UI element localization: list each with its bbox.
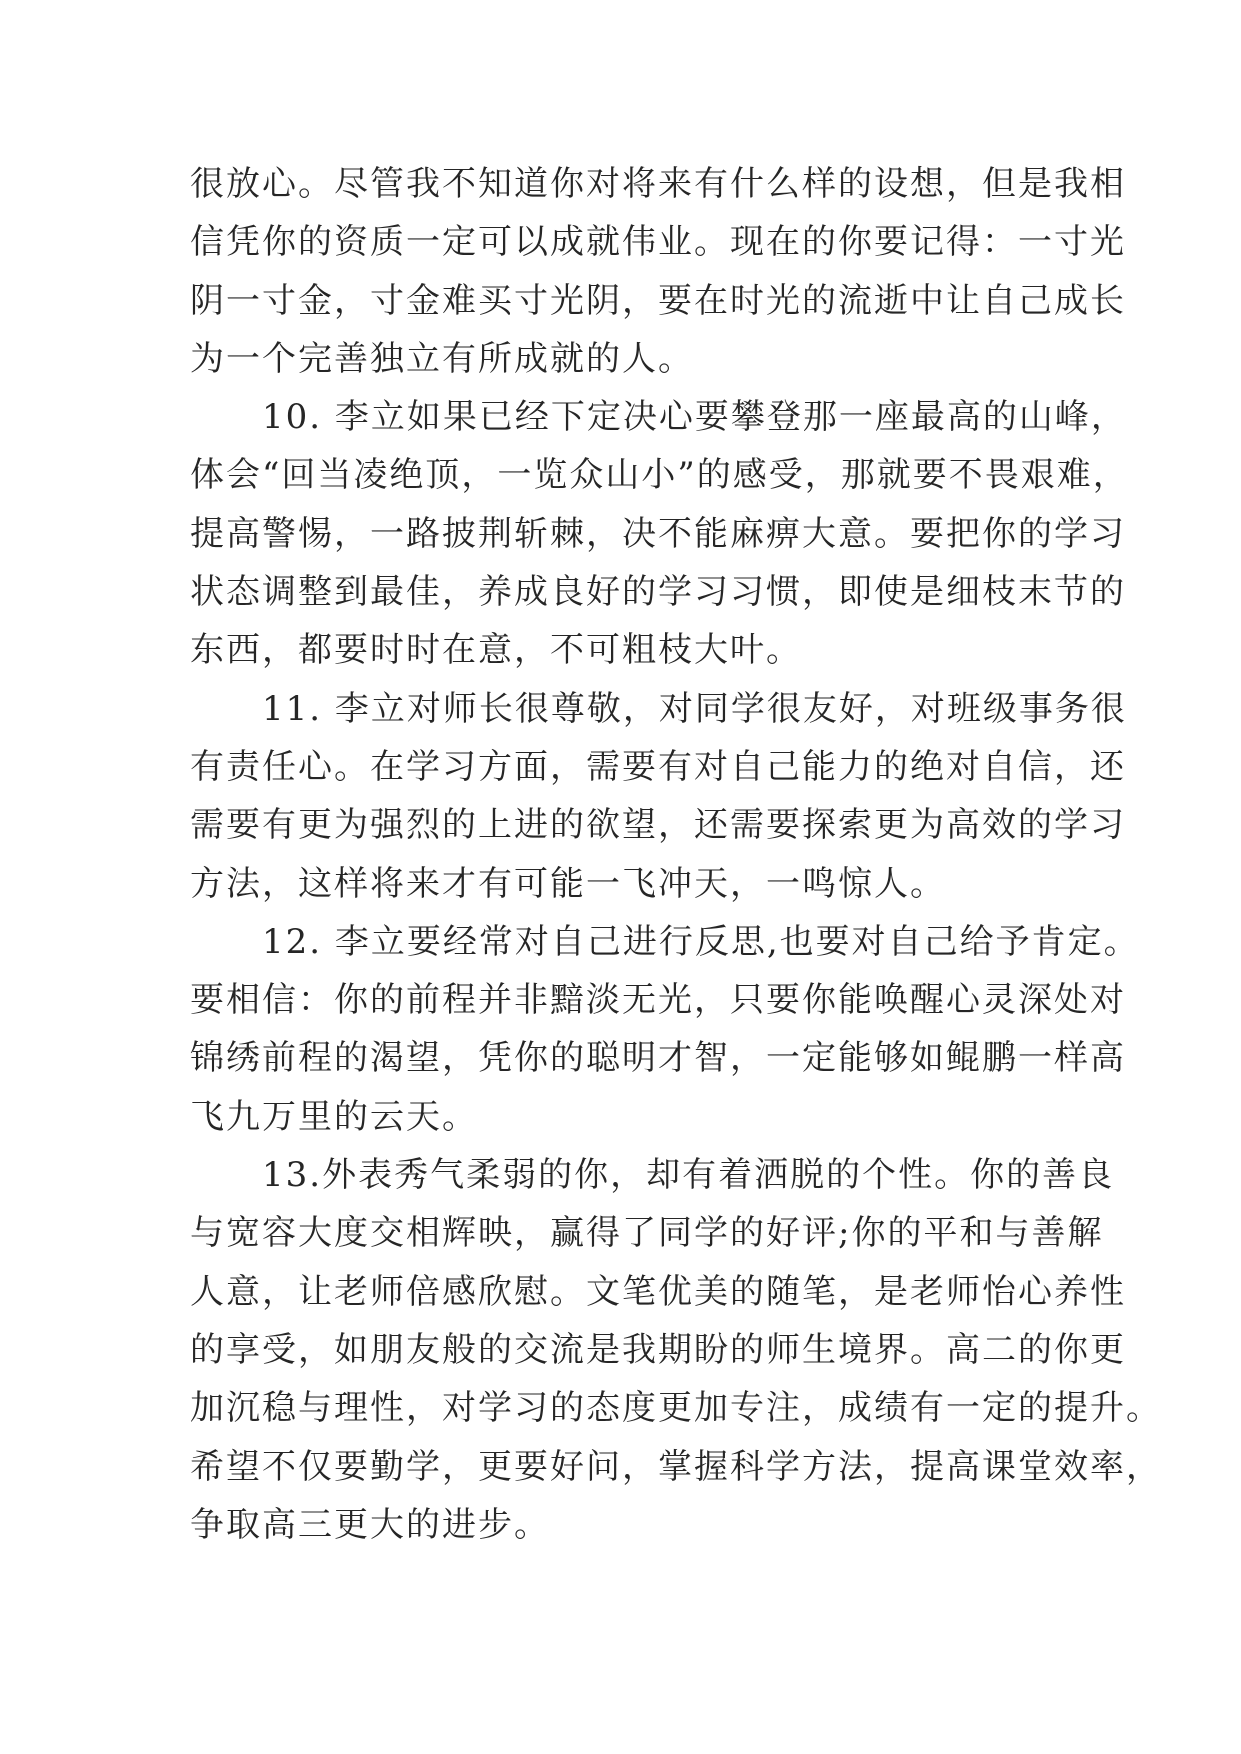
text-line: 人意，让老师倍感欣慰。文笔优美的随笔，是老师怡心养性 — [190, 1271, 1126, 1312]
text-line: 的享受，如朋友般的交流是我期盼的师生境界。高二的你更 — [190, 1329, 1126, 1370]
text-line: 11. 李立对师长很尊敬，对同学很友好，对班级事务很 — [190, 688, 1127, 729]
paragraph-item-10 — [190, 388, 1129, 679]
text-line: 锦绣前程的渴望，凭你的聪明才智，一定能够如鲲鹏一样高 — [190, 1038, 1126, 1079]
text-line: 12. 李立要经常对自己进行反思,也要对自己给予肯定。 — [190, 921, 1140, 962]
text-line: 方法，这样将来才有可能一飞冲天，一鸣惊人。 — [190, 863, 946, 904]
text-line: 提高警惕，一路披荆斩棘，决不能麻痹大意。要把你的学习 — [190, 513, 1126, 554]
text-line: 阴一寸金，寸金难买寸光阴，要在时光的流逝中让自己成长 — [190, 280, 1126, 321]
text-line: 需要有更为强烈的上进的欲望，还需要探索更为高效的学习 — [190, 805, 1126, 846]
text-line: 希望不仅要勤学，更要好问，掌握科学方法，提高课堂效率， — [190, 1446, 1162, 1487]
text-line: 有责任心。在学习方面，需要有对自己能力的绝对自信，还 — [190, 746, 1126, 787]
text-line: 与宽容大度交相辉映，赢得了同学的好评;你的平和与善解 — [190, 1213, 1104, 1254]
text-line: 为一个完善独立有所成就的人。 — [190, 338, 694, 379]
text-line: 信凭你的资质一定可以成就伟业。现在的你要记得：一寸光 — [190, 222, 1126, 263]
paragraph-item-13 — [190, 1146, 1162, 1554]
text-line: 很放心。尽管我不知道你对将来有什么样的设想，但是我相 — [190, 164, 1126, 204]
text-line: 体会“回当凌绝顶，一览众山小”的感受，那就要不畏艰难， — [190, 455, 1129, 496]
text-line: 东西，都要时时在意，不可粗枝大叶。 — [190, 630, 802, 671]
text-line: 争取高三更大的进步。 — [190, 1504, 550, 1545]
paragraph-item-11 — [190, 680, 1127, 913]
text-line: 状态调整到最佳，养成良好的学习习惯，即使是细枝末节的 — [190, 572, 1126, 613]
text-line: 10. 李立如果已经下定决心要攀登那一座最高的山峰， — [190, 397, 1127, 438]
document-body — [190, 155, 1162, 1554]
text-line: 13.外表秀气柔弱的你，却有着洒脱的个性。你的善良 — [190, 1155, 1115, 1196]
text-line: 要相信：你的前程并非黯淡无光，只要你能唤醒心灵深处对 — [190, 980, 1126, 1021]
text-line: 飞九万里的云天。 — [190, 1096, 478, 1137]
text-line: 加沉稳与理性，对学习的态度更加专注，成绩有一定的提升。 — [190, 1388, 1162, 1429]
paragraph-continuation — [190, 155, 1126, 388]
paragraph-item-12 — [190, 913, 1140, 1146]
